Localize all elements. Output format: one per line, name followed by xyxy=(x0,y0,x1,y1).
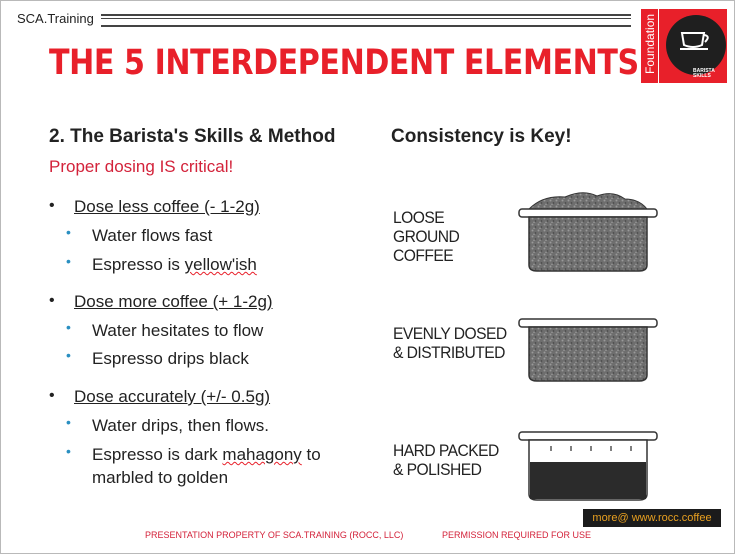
stage-line: HARD PACKED xyxy=(393,441,499,460)
sub-item xyxy=(92,253,257,276)
sub-item: Water drips, then flows. xyxy=(92,416,269,435)
sub-bullet-icon: • xyxy=(66,319,71,335)
sub-item-text: marbled to golden xyxy=(92,468,229,487)
foundation-tab xyxy=(641,9,659,83)
sub-item-text: to xyxy=(306,445,321,464)
sub-item-text: Espresso is dark xyxy=(92,445,218,464)
evenly-dosed-basket xyxy=(513,309,663,389)
group-label: Dose less coffee (- 1-2g) xyxy=(74,197,260,216)
spellcheck-word: yellow'ish xyxy=(184,255,257,274)
sub-bullet-icon: • xyxy=(66,414,71,430)
sub-item xyxy=(92,443,321,489)
right-heading: Consistency is Key! xyxy=(391,126,572,147)
bullet-icon: • xyxy=(49,387,55,404)
sub-item: Water hesitates to flow xyxy=(92,321,264,340)
sub-item: Espresso drips black xyxy=(92,349,249,368)
footer-property: PRESENTATION PROPERTY OF SCA.TRAINING (ROCC, LLC) xyxy=(145,530,404,540)
group-label: Dose more coffee (+ 1-2g) xyxy=(74,292,273,311)
left-heading: 2. The Barista's Skills & Method xyxy=(49,126,336,147)
header-rule xyxy=(101,14,631,27)
sub-item: Water flows fast xyxy=(92,226,213,245)
sub-item-text: Espresso is xyxy=(92,255,180,274)
sub-bullet-icon: • xyxy=(66,347,71,363)
dosing-note: Proper dosing IS critical! xyxy=(49,157,234,176)
bullet-icon: • xyxy=(49,197,55,214)
stage-line: COFFEE xyxy=(393,246,454,265)
stage-line: LOOSE xyxy=(393,208,445,227)
brand-label: SCA.Training xyxy=(17,11,94,26)
barista-skills-logo xyxy=(641,9,727,83)
sub-bullet-icon: • xyxy=(66,253,71,269)
stage-label-packed xyxy=(393,441,499,479)
loose-coffee-basket xyxy=(513,187,663,277)
spellcheck-word: mahagony xyxy=(222,445,302,464)
slide-title: THE 5 INTERDEPENDENT ELEMENTS xyxy=(49,43,639,83)
logo-line2: SKILLS xyxy=(693,73,711,79)
group-label: Dose accurately (+/- 0.5g) xyxy=(74,387,271,406)
sub-bullet-icon: • xyxy=(66,443,71,459)
logo-line1: BARISTA xyxy=(693,68,715,74)
contact-label: more@ www.rocc.coffee xyxy=(583,509,721,527)
stage-line: & DISTRIBUTED xyxy=(393,343,505,362)
stage-label-loose xyxy=(393,208,459,265)
sub-bullet-icon: • xyxy=(66,224,71,240)
foundation-label: Foundation xyxy=(643,13,657,74)
stage-line: GROUND xyxy=(393,227,460,246)
coffee-cup-icon xyxy=(678,27,714,53)
bullet-icon: • xyxy=(49,292,55,309)
stage-line: EVENLY DOSED xyxy=(393,324,507,343)
stage-line: & POLISHED xyxy=(393,460,482,479)
stage-label-even xyxy=(393,324,507,362)
logo-wordmark xyxy=(693,69,715,79)
footer-permission: PERMISSION REQUIRED FOR USE xyxy=(442,530,592,540)
hard-packed-basket xyxy=(513,426,663,506)
